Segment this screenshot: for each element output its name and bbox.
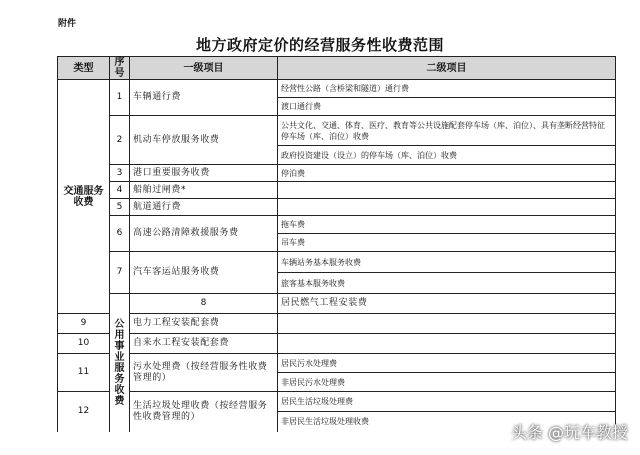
level2-item bbox=[278, 182, 616, 199]
level2-item: 政府投资建设（设立）的停车场（库、泊位）收费 bbox=[278, 146, 616, 165]
table-row bbox=[58, 334, 616, 354]
level2-item: 吊车费 bbox=[278, 234, 616, 252]
header-no: 序号 bbox=[110, 57, 130, 80]
level1-item: 汽车客运站服务收费 bbox=[130, 252, 278, 294]
level2-item: 经营性公路（含桥梁和隧道）通行费 bbox=[278, 80, 616, 98]
level1-item: 高速公路清障救援服务费 bbox=[130, 216, 278, 252]
level2-item: 公共文化、交通、体育、医疗、教育等公共设施配套停车场（库、泊位）、具有垄断经营特征停车场（库、泊位）收费 bbox=[278, 116, 616, 146]
row-number: 1 bbox=[110, 80, 130, 116]
level1-item: 港口重要服务收费 bbox=[130, 165, 278, 182]
level2-item bbox=[278, 314, 616, 334]
table-row bbox=[58, 392, 616, 412]
level1-item: 生活垃圾处理收费（按经营服务性收费管理的） bbox=[130, 392, 278, 432]
level2-item: 车辆站务基本服务收费 bbox=[278, 252, 616, 273]
row-number: 10 bbox=[58, 334, 110, 354]
table-row bbox=[58, 216, 616, 234]
row-number: 9 bbox=[58, 314, 110, 334]
level2-item: 非居民污水处理费 bbox=[278, 373, 616, 392]
level2-item: 停泊费 bbox=[278, 165, 616, 182]
category-utility-line2: 服务收费 bbox=[114, 362, 125, 407]
level2-item: 旅客基本服务收费 bbox=[278, 273, 616, 294]
category-utility bbox=[110, 294, 130, 432]
level1-item: 污水处理费（按经营服务性收费管理的） bbox=[130, 354, 278, 392]
table-row bbox=[58, 252, 616, 273]
level1-item: 车辆通行费 bbox=[130, 80, 278, 116]
level1-item: 航道通行费 bbox=[130, 199, 278, 216]
row-number: 5 bbox=[110, 199, 130, 216]
level2-item: 居民污水处理费 bbox=[278, 354, 616, 373]
row-number: 11 bbox=[58, 354, 110, 392]
table-row bbox=[58, 314, 616, 334]
table-row bbox=[58, 199, 616, 216]
level2-item bbox=[278, 334, 616, 354]
row-number: 6 bbox=[110, 216, 130, 252]
table-row bbox=[58, 80, 616, 98]
attachment-label: 附件 bbox=[58, 19, 77, 29]
level1-item: 自来水工程安装配套费 bbox=[130, 334, 278, 354]
level1-item: 居民燃气工程安装费 bbox=[278, 294, 616, 314]
table-row bbox=[58, 294, 616, 314]
header-level2: 二级项目 bbox=[278, 57, 616, 80]
level2-item bbox=[278, 199, 616, 216]
level1-item: 船舶过闸费* bbox=[130, 182, 278, 199]
table-header-row bbox=[58, 57, 616, 80]
table-row bbox=[58, 354, 616, 373]
level1-item: 机动车停放服务收费 bbox=[130, 116, 278, 165]
fee-scope-table bbox=[57, 56, 616, 432]
row-number: 4 bbox=[110, 182, 130, 199]
header-level1: 一级项目 bbox=[130, 57, 278, 80]
row-number: 2 bbox=[110, 116, 130, 165]
category-utility-line1: 公用事业 bbox=[114, 318, 125, 363]
category-transport-line1: 交通服务 bbox=[63, 185, 104, 197]
watermark-text: 头条 @玩车教授 bbox=[510, 423, 628, 442]
level2-item: 渡口通行费 bbox=[278, 98, 616, 116]
level2-item: 居民生活垃圾处理费 bbox=[278, 392, 616, 412]
level2-item: 非居民生活垃圾处理收费 bbox=[278, 412, 616, 432]
row-number: 12 bbox=[58, 392, 110, 432]
header-type: 类型 bbox=[58, 57, 110, 80]
row-number: 7 bbox=[110, 252, 130, 294]
table-row bbox=[58, 116, 616, 146]
table-row bbox=[58, 182, 616, 199]
row-number: 3 bbox=[110, 165, 130, 182]
row-number: 8 bbox=[130, 294, 278, 314]
level1-item: 电力工程安装配套费 bbox=[130, 314, 278, 334]
level2-item: 拖车费 bbox=[278, 216, 616, 234]
category-transport bbox=[58, 80, 110, 314]
category-transport-line2: 收费 bbox=[73, 196, 94, 208]
document-title: 地方政府定价的经营服务性收费范围 bbox=[195, 36, 444, 54]
table-row bbox=[58, 165, 616, 182]
